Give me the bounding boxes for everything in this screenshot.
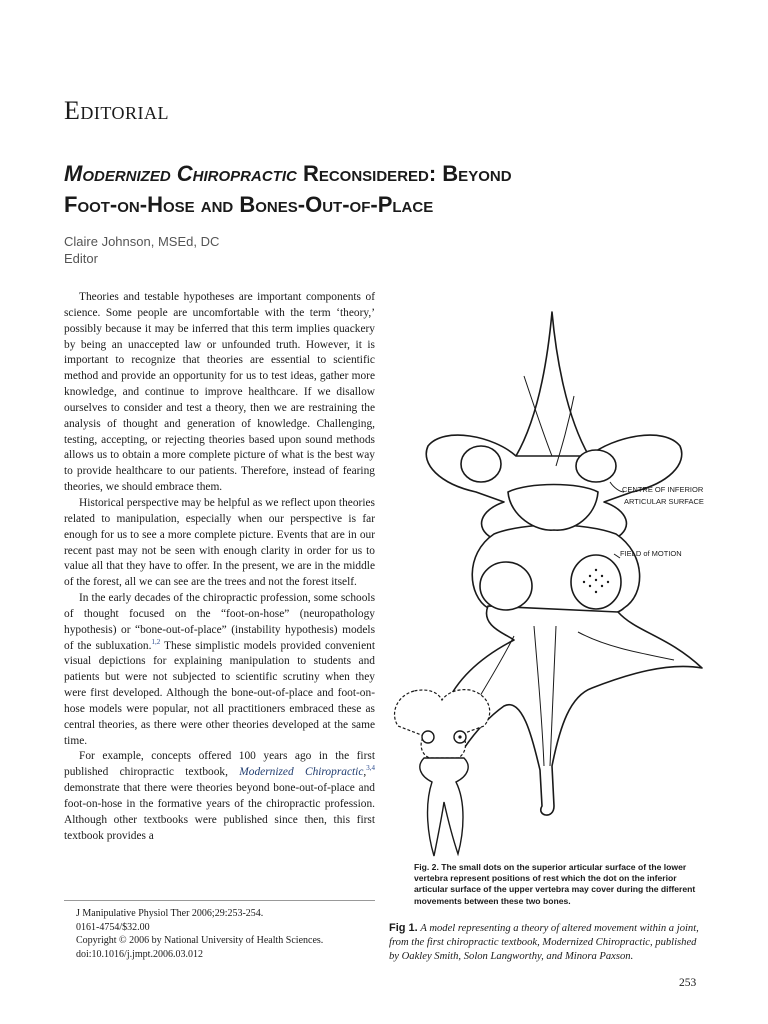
- label-field-of-motion: FIELD of MOTION: [620, 549, 682, 558]
- label-centre-inferior-2: ARTICULAR SURFACE: [624, 497, 704, 506]
- body-paragraph-4: [64, 749, 375, 844]
- p4-text-b: demonstrate that there were theories beyond bone-out-of-place and foot-on-hose in the formative years of the chiropractic profession. Although other textbooks were published since then, this first textbook provides a: [64, 782, 375, 842]
- title-line2: Foot-on-Hose and Bones-Out-of-Place: [64, 192, 434, 217]
- footnote-journal: J Manipulative Physiol Ther 2006;29:253-254.: [76, 908, 264, 919]
- figure-inset-caption: Fig. 2. The small dots on the superior articular surface of the lower vertebra represent positions of rest which the dot on the inferior articular surface of the upper vertebra may cover during the different movements between these two bones.: [414, 862, 696, 906]
- title-line1-rest: Reconsidered: Beyond: [296, 161, 512, 186]
- figure-caption: [389, 921, 703, 964]
- p3-text-b: These simplistic models provided convenient visual depictions for explaining manipulation to students and patients but were not subjected to scientific scrutiny when they were first developed. Although the bone-out-of-place and foot-on-hose models were popular, not all practitioners embraced these as central theories, as there were other theories developed at the same time.: [64, 639, 375, 747]
- vertebra-figure: [384, 296, 714, 876]
- footnote-divider: [64, 900, 375, 901]
- body-column: [64, 290, 375, 845]
- body-paragraph-3: [64, 591, 375, 749]
- inset-vertebra: [395, 690, 490, 758]
- title-italic-part: Modernized Chiropractic: [64, 161, 297, 186]
- author-role: Editor: [64, 251, 98, 266]
- p4-comma: ,: [363, 766, 367, 779]
- body-paragraph-1: Theories and testable hypotheses are important components of science. Some people are uncomfortable with the term ‘theory,’ possibly because it may be inferred that this term implies quackery by being an unaccepted law or unfounded truth. However, it is important to recognize that theories are essential to scientific method and provide an opportunity for us to test ideas, gather more knowledge, and continue to improve healthcare. If we disallow ourselves to consider and test a theory, then we are restraining the analysis of thought and generation of knowledge. Challenging, testing, accepting, or rejecting theories based upon sound methods allows us to obtain a more complete picture of what is the best way to provide healthcare to our patients. Therefore, instead of fearing theories, we should embrace them.: [64, 291, 375, 494]
- body-paragraph-2: Historical perspective may be helpful as we reflect upon theories related to manipulation, especially when our perspective is far enough for us to see a more complete picture. Events that are in our recent past may not be seen with enough clarity in order for us to value all that they have to offer. In the present, we are in the middle of the forest, all we can see are the trees and not the forest itself.: [64, 496, 375, 589]
- footnote-block: [76, 907, 376, 961]
- label-centre-inferior-1: CENTRE OF INFERIOR: [622, 485, 704, 494]
- author-block: [64, 233, 219, 267]
- footnote-copyright: Copyright © 2006 by National University of Health Sciences.: [76, 935, 324, 947]
- page-number: 253: [679, 977, 697, 989]
- citation-ref-1-2[interactable]: 1,2: [151, 637, 161, 646]
- inferior-facet-oval: [461, 446, 501, 482]
- p4-text-a: For example, concepts offered 100 years ago in the first published chiropractic textbook,: [64, 750, 375, 779]
- footnote-issn: 0161-4754/$32.00: [76, 921, 150, 933]
- article-title: [64, 158, 714, 220]
- p4-book-title: Modernized Chiropractic: [239, 766, 364, 779]
- author-name: Claire Johnson, MSEd, DC: [64, 234, 220, 249]
- footnote-doi: doi:10.1016/j.jmpt.2006.03.012: [76, 948, 203, 960]
- figure-caption-text: A model representing a theory of altered movement within a joint, from the first chiropractic textbook, Modernized Chiropractic, published by Oakley Smith, Solon Langworthy, and Minora Paxson.: [389, 923, 699, 962]
- figure-caption-label: Fig 1.: [389, 922, 418, 934]
- inset-lower-vertebra: [420, 758, 468, 856]
- section-label: Editorial: [64, 96, 170, 125]
- right-articular-facet: [571, 555, 621, 609]
- citation-ref-3-4[interactable]: 3,4: [366, 764, 376, 773]
- p3-text-a: In the early decades of the chiropractic profession, some schools of thought focused on the “foot-on-hose” (neuropathology hypothesis) or “bone-out-of-place” (instability hypothesis) models of the subluxation.: [64, 592, 375, 652]
- superior-facet-oval: [576, 450, 616, 482]
- inset-facet-left: [422, 731, 434, 743]
- left-articular-facet: [480, 562, 532, 610]
